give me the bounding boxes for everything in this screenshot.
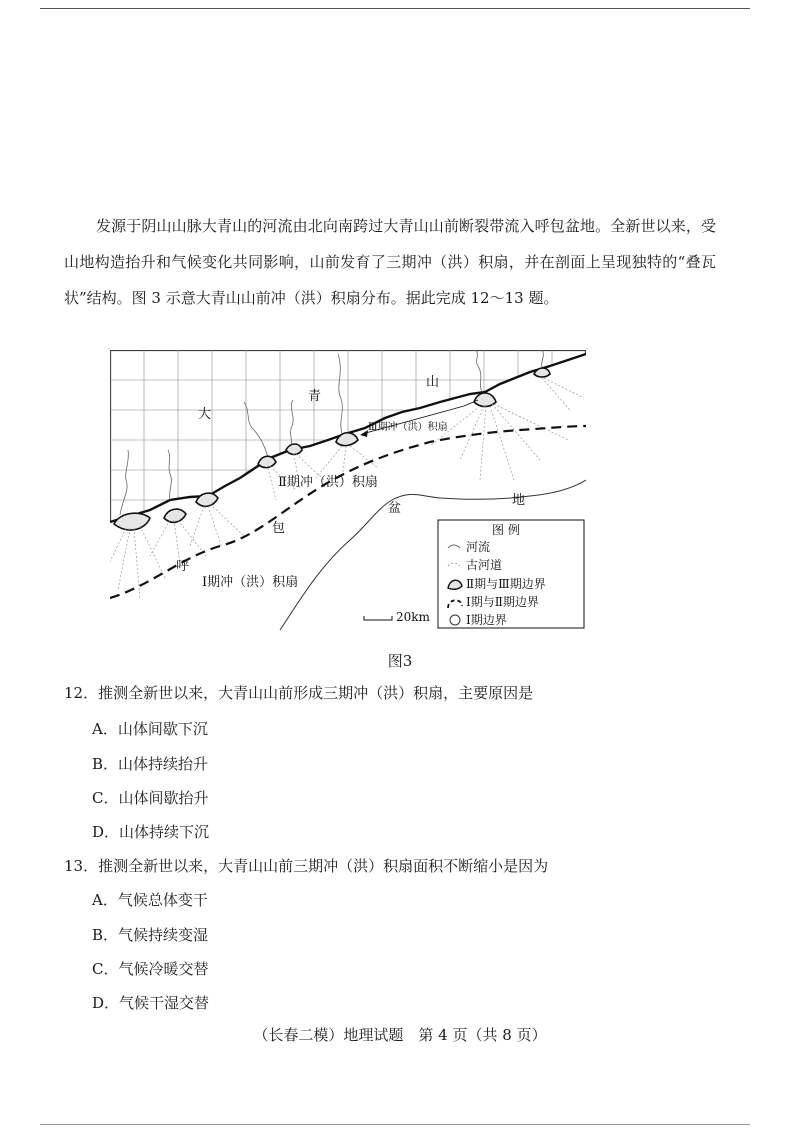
label-fan3: Ⅲ期冲（洪）积扇	[368, 422, 448, 433]
label-fan2: Ⅱ期冲（洪）积扇	[278, 475, 378, 490]
label-da: 大	[198, 407, 212, 422]
figure-3-map	[110, 350, 586, 630]
legend-item-i-ii: Ⅰ期与Ⅱ期边界	[466, 595, 539, 609]
q12-option-c: C．山体间歇抬升	[92, 789, 209, 807]
legend-item-river: 河流	[466, 540, 491, 554]
label-bao: 包	[272, 521, 286, 536]
question-13-stem: 13．推测全新世以来，大青山山前三期冲（洪）积扇面积不断缩小是因为	[64, 857, 549, 875]
intro-text: 发源于阴山山脉大青山的河流由北向南跨过大青山山前断裂带流入呼包盆地。全新世以来，受山地构造抬升和气候变化共同影响，山前发育了三期冲（洪）积扇，并在剖面上呈现独特的“叠瓦状”结构。图 3 示意大青山山前冲（洪）积扇分布。据此完成 12～13 题。	[64, 217, 716, 307]
q12-option-b: B．山体持续抬升	[92, 755, 209, 773]
label-fan1: Ⅰ期冲（洪）积扇	[202, 575, 299, 590]
q12-option-d: D．山体持续下沉	[92, 823, 210, 841]
bottom-rule	[40, 1124, 750, 1125]
question-12-stem: 12．推测全新世以来，大青山山前形成三期冲（洪）积扇，主要原因是	[64, 684, 534, 702]
legend	[438, 520, 584, 628]
q13-option-d: D．气候干湿交替	[92, 994, 210, 1012]
page-footer: （长春二模）地理试题 第 4 页（共 8 页）	[253, 1026, 547, 1044]
figure-caption: 图3	[387, 652, 413, 670]
legend-item-i: Ⅰ期边界	[466, 613, 507, 627]
q13-option-b: B．气候持续变湿	[92, 926, 209, 944]
label-hu: 呼	[176, 559, 190, 574]
label-qing: 青	[308, 389, 322, 404]
label-pen: 盆	[388, 501, 402, 516]
legend-title: 图 例	[492, 523, 520, 537]
q13-option-c: C．气候冷暖交替	[92, 960, 209, 978]
q13-option-a: A．气候总体变干	[92, 891, 208, 909]
scale-label: 20km	[396, 610, 430, 624]
map-svg	[110, 350, 586, 630]
label-di: 地	[512, 493, 526, 508]
legend-item-paleo: 古河道	[466, 558, 503, 572]
legend-item-ii-iii: Ⅱ期与Ⅲ期边界	[466, 577, 546, 591]
top-rule	[40, 8, 750, 9]
intro-paragraph	[64, 208, 716, 316]
q12-option-a: A．山体间歇下沉	[92, 720, 208, 738]
label-shan: 山	[426, 375, 440, 390]
